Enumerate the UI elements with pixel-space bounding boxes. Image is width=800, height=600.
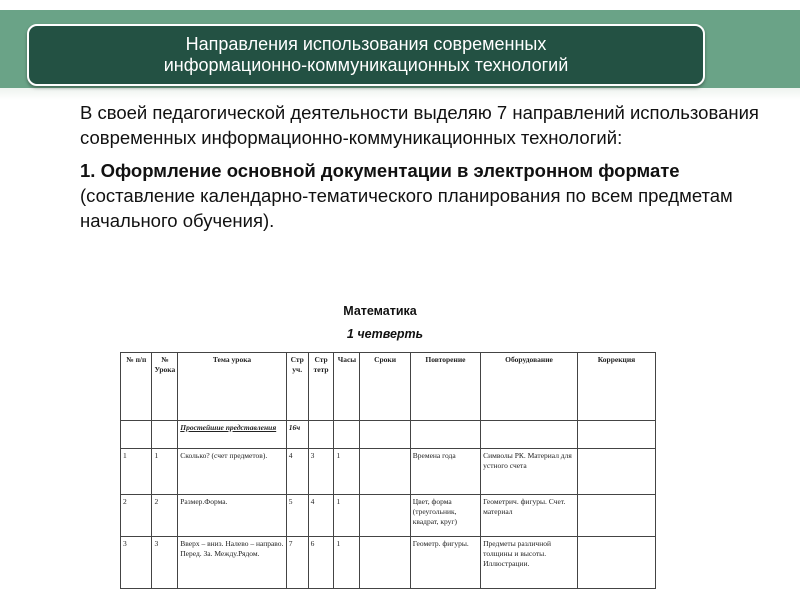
col-header: Повторение	[410, 353, 480, 421]
col-header: Коррекция	[577, 353, 655, 421]
table-cell: 3	[152, 537, 178, 589]
table-cell: 6	[308, 537, 334, 589]
table-row	[121, 449, 656, 495]
table-cell: Символы РК. Материал для устного счета	[481, 449, 578, 495]
table-cell: Предметы различной толщины и высоты. Иллюстрации.	[481, 537, 578, 589]
section-topic: Простейшие представления	[178, 421, 287, 449]
intro-item-1-bold: 1. Оформление основной документации в электронном формате	[80, 160, 680, 181]
slide-title-line1: Направления использования современных	[185, 34, 547, 54]
table-cell: 2	[121, 495, 152, 537]
table-cell: 1	[152, 449, 178, 495]
quarter-heading: 1 четверть	[346, 327, 424, 341]
table-cell: Вверх – вниз. Налево – направо. Перед. За. Между.Рядом.	[178, 537, 287, 589]
table-cell: 3	[308, 449, 334, 495]
subject-heading: Математика	[343, 304, 417, 318]
table-cell: 4	[286, 449, 308, 495]
table-cell: Геометрич. фигуры. Счет. материал	[481, 495, 578, 537]
col-header: Оборудование	[481, 353, 578, 421]
table-cell: 3	[121, 537, 152, 589]
table-cell	[360, 537, 410, 589]
intro-paragraph: В своей педагогической деятельности выделяю 7 направлений использования современных информационно-коммуникационных технологий:	[80, 102, 759, 148]
table-cell: 7	[286, 537, 308, 589]
col-header: № Урока	[152, 353, 178, 421]
table-cell: Геометр. фигуры.	[410, 537, 480, 589]
table-cell	[360, 495, 410, 537]
section-hours: 16ч	[286, 421, 308, 449]
table-cell: Сколько? (счет предметов).	[178, 449, 287, 495]
table-cell: Времена года	[410, 449, 480, 495]
col-header: Стр уч.	[286, 353, 308, 421]
table-cell: 2	[152, 495, 178, 537]
table-cell: 1	[334, 537, 360, 589]
table-cell: Размер.Форма.	[178, 495, 287, 537]
intro-item-1	[80, 158, 760, 233]
table-cell	[577, 495, 655, 537]
table-cell	[577, 449, 655, 495]
table-row	[121, 495, 656, 537]
table-row	[121, 537, 656, 589]
slide-title	[27, 24, 705, 86]
slide-title-line2: информационно-коммуникационных технологий	[163, 55, 569, 75]
table-header-row	[121, 353, 656, 421]
lesson-plan-table	[120, 352, 656, 589]
intro-item-1-rest: (составление календарно-тематического планирования по всем предметам начального обучения).	[80, 185, 733, 231]
table-cell: 1	[334, 495, 360, 537]
table-cell: 4	[308, 495, 334, 537]
table-cell	[577, 537, 655, 589]
table-cell: 1	[121, 449, 152, 495]
table-cell: 5	[286, 495, 308, 537]
col-header: Стр тетр	[308, 353, 334, 421]
col-header: Часы	[334, 353, 360, 421]
col-header: Тема урока	[178, 353, 287, 421]
table-cell	[360, 449, 410, 495]
col-header: Сроки	[360, 353, 410, 421]
table-cell: 1	[334, 449, 360, 495]
intro-text	[80, 100, 760, 241]
table-cell: Цвет, форма (треугольник, квадрат, круг)	[410, 495, 480, 537]
col-header: № п/п	[121, 353, 152, 421]
section-row	[121, 421, 656, 449]
